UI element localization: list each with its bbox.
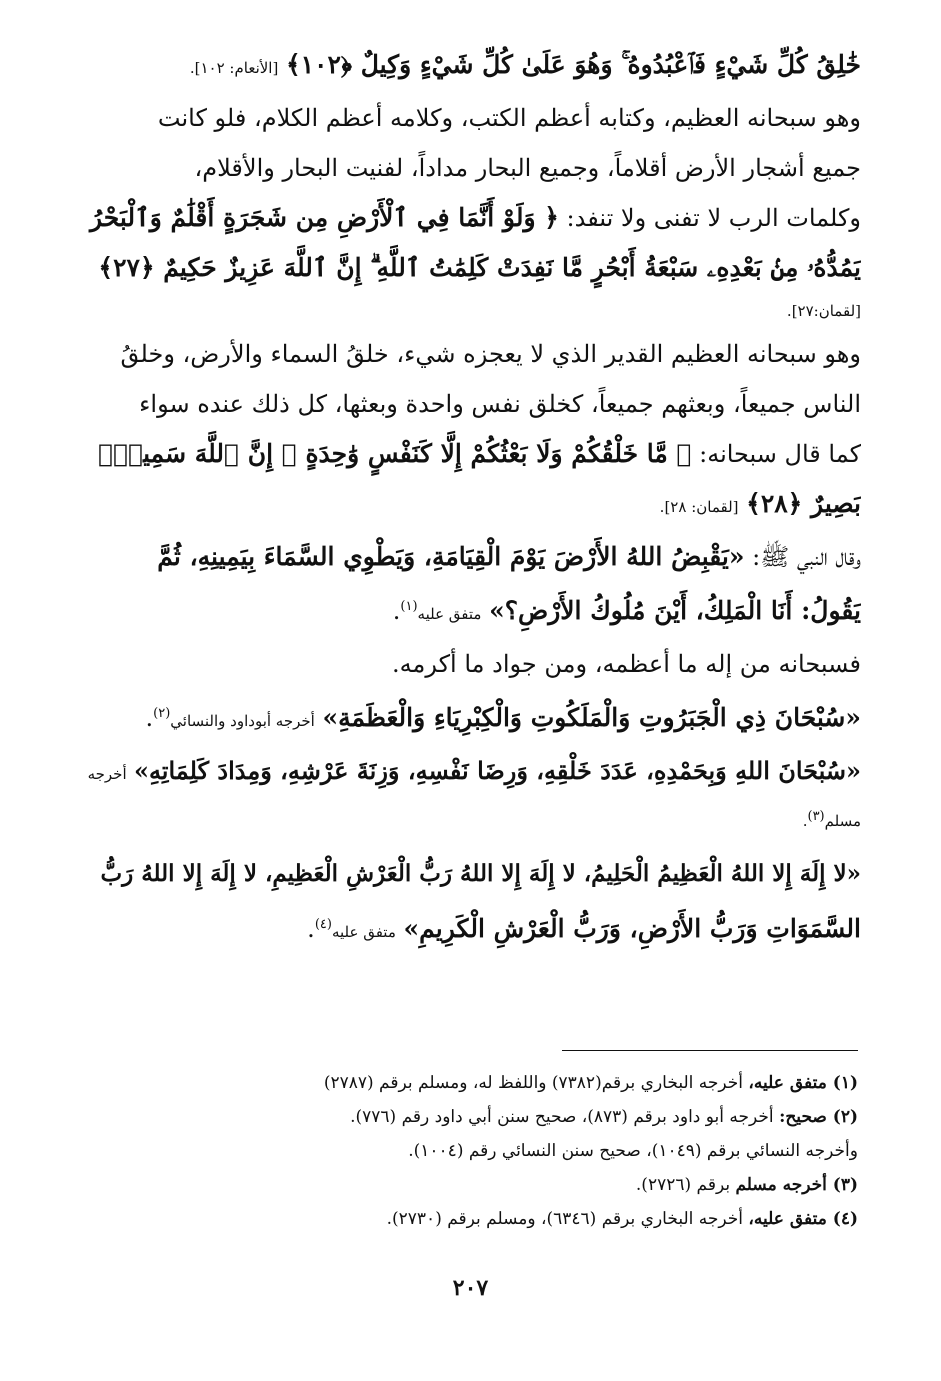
footnote xyxy=(200,1202,858,1236)
paragraph-text: كما قال سبحانه: xyxy=(699,440,861,468)
text-line-12: يَقُولُ: أَنَا الْمَلِكُ، أَيْنَ مُلُوكُ الأَرْضِ؟» متفق عليه$^{(١)}$. xyxy=(392,596,861,625)
quran-verse: خَٰلِقُ كُلِّ شَيْءٍ فَٱعْبُدُوهُ ۚ وَهُوَ عَلَىٰ كُلِّ شَيْءٍ وَكِيلٌ ﴿١٠٢﴾ xyxy=(285,50,861,79)
footnote-label: (٤) متفق عليه، xyxy=(748,1209,858,1229)
footnote-marker: (٢) xyxy=(153,706,171,721)
hadith-text: يَقُولُ: أَنَا الْمَلِكُ، أَيْنَ مُلُوكُ الأَرْضِ؟» xyxy=(489,596,861,625)
verse-reference: [لقمان: ٢٨]. xyxy=(659,498,739,516)
hadith-reference: أخرجه أبوداود والنسائي xyxy=(170,712,315,730)
paragraph-text: وكلمات الرب لا تفنى ولا تنفد: xyxy=(566,204,861,232)
verse-reference: [لقمان:٢٧]. xyxy=(786,302,861,320)
hadith-text: «لا إِلَهَ إِلا اللهُ الْعَظِيمُ الْحَلِيمُ، لا إِلَهَ إِلا اللهُ رَبُّ الْعَرْشِ الْعَظِيمِ، لا إِلَهَ إِلا اللهُ رَبُّ xyxy=(100,860,861,887)
footnote-text: أخرجه البخاري برقم(٧٣٨٢) واللفظ له، ومسلم برقم (٢٧٨٧) xyxy=(323,1073,743,1093)
footnote-text: أخرجه البخاري برقم (٦٣٤٦)، ومسلم برقم (٢٧٣٠). xyxy=(386,1209,743,1229)
text-line-3: جميع أشجار الأرض أقلاماً، وجميع البحار مداداً، لفنيت البحار والأقلام، xyxy=(194,154,861,182)
paragraph-text: وقال النبي ﷺ: xyxy=(752,543,861,571)
main-text xyxy=(88,40,861,957)
hadith-text: «سُبْحَانَ اللهِ وَبِحَمْدِهِ، عَدَدَ خَلْقِهِ، وَرِضَا نَفْسِهِ، وَزِنَةَ عَرْشِهِ، وَمِدَادَ كَلِمَاتِهِ» xyxy=(133,756,861,785)
footnote-text: أخرجه أبو داود برقم (٨٧٣)، صحيح سنن أبي داود رقم (٧٧٦). xyxy=(350,1107,774,1127)
text-line-10 xyxy=(88,479,861,532)
hadith-text: السَّمَوَاتِ وَرَبُّ الأَرْضِ، وَرَبُّ الْعَرْشِ الْكَرِيمِ» xyxy=(403,914,861,943)
text-line-9 xyxy=(88,429,861,479)
footnote-divider xyxy=(562,1050,858,1051)
spacer xyxy=(88,839,861,849)
hadith-reference: متفق عليه xyxy=(331,923,396,941)
footnote-label: (٢) صحيح: xyxy=(779,1107,858,1127)
page-number: ٢٠٧ xyxy=(452,1275,489,1301)
text-line-1 xyxy=(88,40,861,93)
footnote xyxy=(200,1100,858,1134)
text-line-15 xyxy=(88,746,861,799)
verse-reference: [الأنعام: ١٠٢]. xyxy=(189,59,279,77)
footnote xyxy=(200,1066,858,1100)
quran-verse: بَصِيرٌ ﴿٢٨﴾ xyxy=(746,489,861,518)
text-line-18: السَّمَوَاتِ وَرَبُّ الأَرْضِ، وَرَبُّ الْعَرْشِ الْكَرِيمِ» متفق عليه$^{(٤)}$. xyxy=(307,914,861,943)
text-line-17 xyxy=(88,849,861,900)
footnote-label: (٣) أخرجه مسلم xyxy=(735,1175,858,1195)
footnote-text: برقم (٢٧٢٦). xyxy=(635,1175,731,1195)
footnotes xyxy=(200,1066,858,1236)
text-line-13: فسبحانه من إله ما أعظمه، ومن جواد ما أكرمه. xyxy=(392,650,861,678)
footnote-marker: (٤) xyxy=(314,917,332,932)
text-line-11 xyxy=(88,532,861,582)
hadith-text: «يَقْبِضُ اللهُ الأَرْضَ يَوْمَ الْقِيَامَةِ، وَيَطْوِي السَّمَاءَ بِيَمِينِهِ، ثُمَّ xyxy=(157,542,745,571)
text-line-5 xyxy=(88,243,861,293)
text-line-7: وهو سبحانه العظيم القدير الذي لا يعجزه شيء، خلقُ السماء والأرض، وخلقُ xyxy=(120,340,861,368)
footnote-text: وأخرجه النسائي برقم (١٠٤٩)، صحيح سنن النسائي رقم (١٠٠٤). xyxy=(408,1141,858,1161)
hadith-reference: أخرجه xyxy=(88,765,127,783)
text-line-2: وهو سبحانه العظيم، وكتابه أعظم الكتب، وكلامه أعظم الكلام، فلو كانت xyxy=(157,104,861,132)
footnote xyxy=(200,1168,858,1202)
footnote xyxy=(200,1134,858,1168)
footnote-marker: (٣) xyxy=(807,809,825,824)
text-line-16: مسلم(٣). xyxy=(802,809,861,830)
text-line-8: الناس جميعاً، وبعثهم جميعاً، كخلق نفس واحدة وبعثها، كل ذلك عنده سواء xyxy=(139,390,861,418)
text-line-14: «سُبْحَانَ ذِي الْجَبَرُوتِ وَالْمَلَكُوتِ وَالْكِبْرِيَاءِ وَالْعَظَمَةِ» أخرجه أبوداود والنسائي$^{(٢)}$. xyxy=(145,703,861,732)
hadith-text: «سُبْحَانَ ذِي الْجَبَرُوتِ وَالْمَلَكُوتِ وَالْكِبْرِيَاءِ وَالْعَظَمَةِ» xyxy=(322,703,861,732)
footnote-marker: (١) xyxy=(400,599,418,614)
hadith-reference: متفق عليه xyxy=(417,605,482,623)
footnote-label: (١) متفق عليه، xyxy=(748,1073,858,1093)
quran-verse: ﴿ مَّا خَلْقُكُمْ وَلَا بَعْثُكُمْ إِلَّا كَنَفْسٍ وَٰحِدَةٍ ۗ إِنَّ ٱللَّهَ سَمِيعٌۢ xyxy=(98,439,692,468)
hadith-reference: مسلم xyxy=(824,812,861,830)
quran-verse: يَمُدُّهُۥ مِنۢ بَعْدِهِۦ سَبْعَةُ أَبْحُرٍ مَّا نَفِدَتْ كَلِمَٰتُ ٱللَّهِ ۗ إِنَّ ٱللَّهَ عَزِيزٌ حَكِيمٌ ﴿٢٧﴾ xyxy=(98,253,861,282)
text-line-4 xyxy=(88,193,861,243)
quran-verse: ﴿ وَلَوْ أَنَّمَا فِي ٱلْأَرْضِ مِن شَجَرَةٍ أَقْلَٰمٌ وَٱلْبَحْرُ xyxy=(90,203,559,232)
